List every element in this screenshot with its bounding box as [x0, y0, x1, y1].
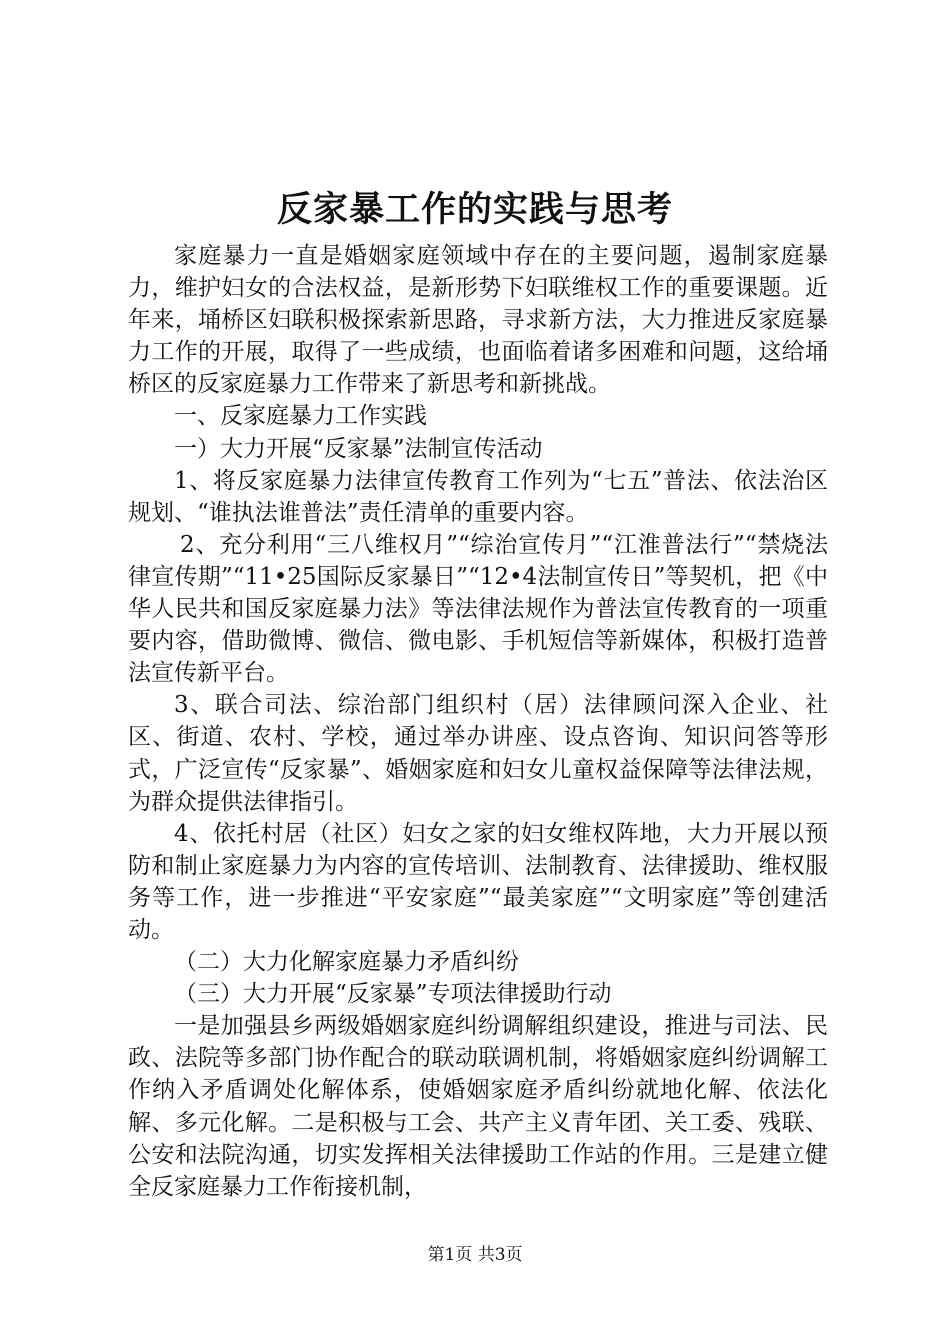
list-item-2: 2、充分利用“三八维权月”“综治宣传月”“江淮普法行”“禁烧法律宣传期”“11•25国际反家暴日”“12•4法制宣传日”等契机，把《中华人民共和国反家庭暴力法》等法律法规作为普法宣传教育的一项重要内容，借助微博、微信、微电影、手机短信等新媒体，积极打造普法宣传新平台。 — [128, 531, 828, 687]
subsection-heading-3: （三）大力开展“反家暴”专项法律援助行动 — [174, 981, 612, 1008]
list-item-1: 1、将反家庭暴力法律宣传教育工作列为“七五”普法、依法治区规划、“谁执法谁普法”责任清单的重要内容。 — [128, 467, 828, 526]
page-footer: 第1页 共3页 — [427, 1245, 523, 1265]
document-body — [128, 240, 828, 1203]
subsection-heading-1: 一）大力开展“反家暴”法制宣传活动 — [174, 435, 543, 462]
subsection-heading-2: （二）大力化解家庭暴力矛盾纠纷 — [174, 949, 519, 976]
list-item-3: 3、联合司法、综治部门组织村（居）法律顾问深入企业、社区、街道、农村、学校，通过举办讲座、设点咨询、知识问答等形式，广泛宣传“反家暴”、婚姻家庭和妇女儿童权益保障等法律法规，为群众提供法律指引。 — [128, 692, 828, 815]
section-heading-1: 一、反家庭暴力工作实践 — [174, 403, 427, 430]
paragraph-measures: 一是加强县乡两级婚姻家庭纠纷调解组织建设，推进与司法、民政、法院等多部门协作配合的联动联调机制，将婚姻家庭纠纷调解工作纳入矛盾调处化解体系，使婚姻家庭矛盾纠纷就地化解、依法化解、多元化解。二是积极与工会、共产主义青年团、关工委、残联、公安和法院沟通，切实发挥相关法律援助工作站的作用。三是建立健全反家庭暴力工作衔接机制， — [128, 1013, 828, 1200]
list-item-4: 4、依托村居（社区）妇女之家的妇女维权阵地，大力开展以预防和制止家庭暴力为内容的宣传培训、法制教育、法律援助、维权服务等工作，进一步推进“平安家庭”“最美家庭”“文明家庭”等创建活动。 — [128, 820, 828, 943]
paragraph-intro: 家庭暴力一直是婚姻家庭领域中存在的主要问题，遏制家庭暴力，维护妇女的合法权益，是新形势下妇联维权工作的重要课题。近年来，埇桥区妇联积极探索新思路，寻求新方法，大力推进反家庭暴力工作的开展，取得了一些成绩，也面临着诸多困难和问题，这给埇桥区的反家庭暴力工作带来了新思考和新挑战。 — [128, 243, 828, 398]
document-title: 反家暴工作的实践与思考 — [276, 189, 673, 230]
